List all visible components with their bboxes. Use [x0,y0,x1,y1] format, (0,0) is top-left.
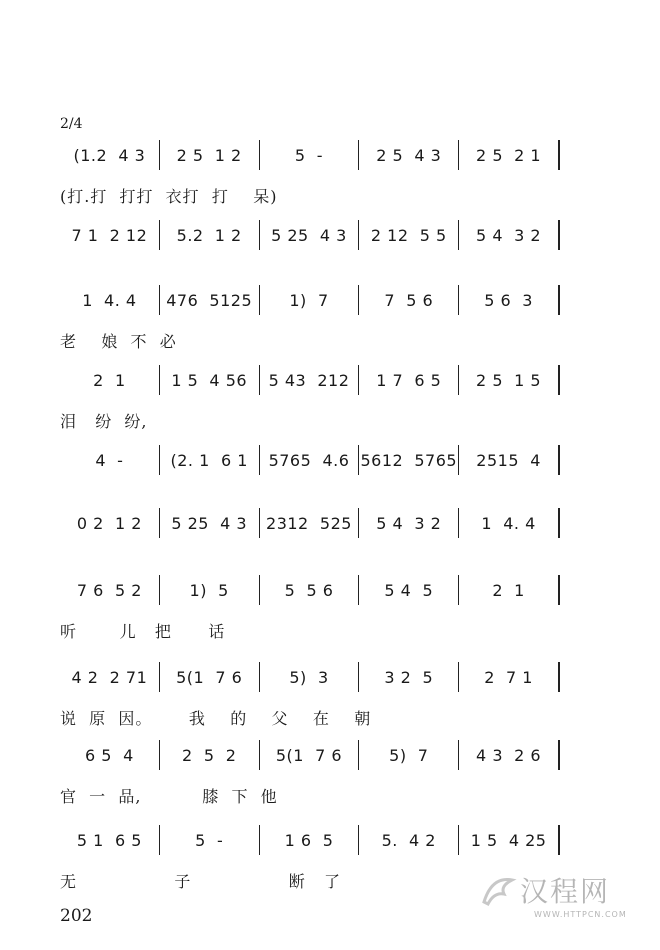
notation-line [60,825,560,855]
measure: 5. 4 2 [381,830,436,850]
barline [558,575,560,605]
measure: 5 4 3 2 [476,225,542,245]
measure: 4 3 2 6 [476,745,542,765]
barline [558,508,560,538]
measure: 0 2 1 2 [76,513,142,533]
measure: 1 5 4 56 [171,370,248,390]
notation-line [60,740,560,770]
watermark-title: 汉程网 [520,875,611,908]
measure: 5 25 4 3 [271,225,347,245]
page-number: 202 [60,906,93,926]
measure: 2 5 2 [182,745,237,765]
barline [558,285,560,315]
barline [558,140,560,170]
measure: 5) 3 [289,667,329,687]
notation-line [60,220,560,250]
measure: 6 5 4 [85,745,134,765]
lyric-line: 老 娘 不 必 [60,332,177,351]
measure: 2 5 4 3 [376,145,442,165]
measure: 2515 4 [476,450,541,470]
measure: 2 5 1 2 [176,145,242,165]
measure: 1 4. 4 [82,290,137,310]
notation-line [60,508,560,538]
barline [558,662,560,692]
measure: 4 - [95,450,124,470]
barline [558,365,560,395]
lyric-line: 泪 纷 纷, [60,412,148,431]
measure: 4 2 2 71 [71,667,148,687]
measure: 1 6 5 [284,830,334,850]
notation-line [60,445,560,475]
barline [558,825,560,855]
measure: 1 4. 4 [481,513,536,533]
measure: 2 12 5 5 [370,225,447,245]
measure: 3 2 5 [384,667,434,687]
measure: 5 25 4 3 [171,513,248,533]
time-signature: 2/4 [60,116,83,132]
measure: 2 1 [93,370,126,390]
lyric-line: 听 儿 把 话 [60,622,226,641]
measure: 5 4 3 2 [376,513,442,533]
lyric-line [60,552,560,576]
measure: 5 - [294,145,324,165]
measure: 5(1 7 6 [275,745,343,765]
measure: 2 7 1 [484,667,533,687]
measure: 5 6 3 [484,290,533,310]
measure: 1) 7 [289,290,329,310]
watermark [472,866,652,936]
measure: 5 5 6 [284,580,334,600]
lyric-line: 无 子 断 了 [60,872,342,891]
measure: 1 7 6 5 [376,370,442,390]
measure: 5.2 1 2 [176,225,242,245]
barline [558,445,560,475]
measure: 5765 4.6 [268,450,350,470]
measure: 5 43 212 [268,370,350,390]
lyric-line: 官 一 品, 膝 下 他 [60,787,278,806]
measure: 5612 5765 [360,450,458,470]
notation-line [60,575,560,605]
measure: 2312 525 [266,513,352,533]
lyric-line: 说 原 因。 我 的 父 在 朝 [60,709,372,728]
notation-line [60,140,560,170]
notation-line [60,285,560,315]
measure: 2 5 2 1 [476,145,542,165]
measure: 476 5125 [166,290,253,310]
measure: 1 5 4 25 [470,830,547,850]
watermark-logo-icon [478,872,518,912]
measure: 5(1 7 6 [176,667,243,687]
notation-line [60,365,560,395]
measure: 5 1 6 5 [76,830,142,850]
measure: (1.2 4 3 [73,145,146,165]
measure: (2. 1 6 1 [170,450,248,470]
measure: 5) 7 [389,745,429,765]
measure: 5 4 5 [384,580,434,600]
barline [558,740,560,770]
watermark-url: WWW.HTTPCN.COM [534,910,627,919]
measure: 2 1 [492,580,525,600]
lyric-line: (打.打 打打 衣打 打 呆) [60,187,278,206]
measure: 5 - [195,830,224,850]
measure: 1) 5 [189,580,229,600]
measure: 2 5 1 5 [476,370,542,390]
measure: 7 6 5 2 [76,580,142,600]
notation-line [60,662,560,692]
measure: 7 5 6 [384,290,434,310]
measure: 7 1 2 12 [71,225,148,245]
barline [558,220,560,250]
